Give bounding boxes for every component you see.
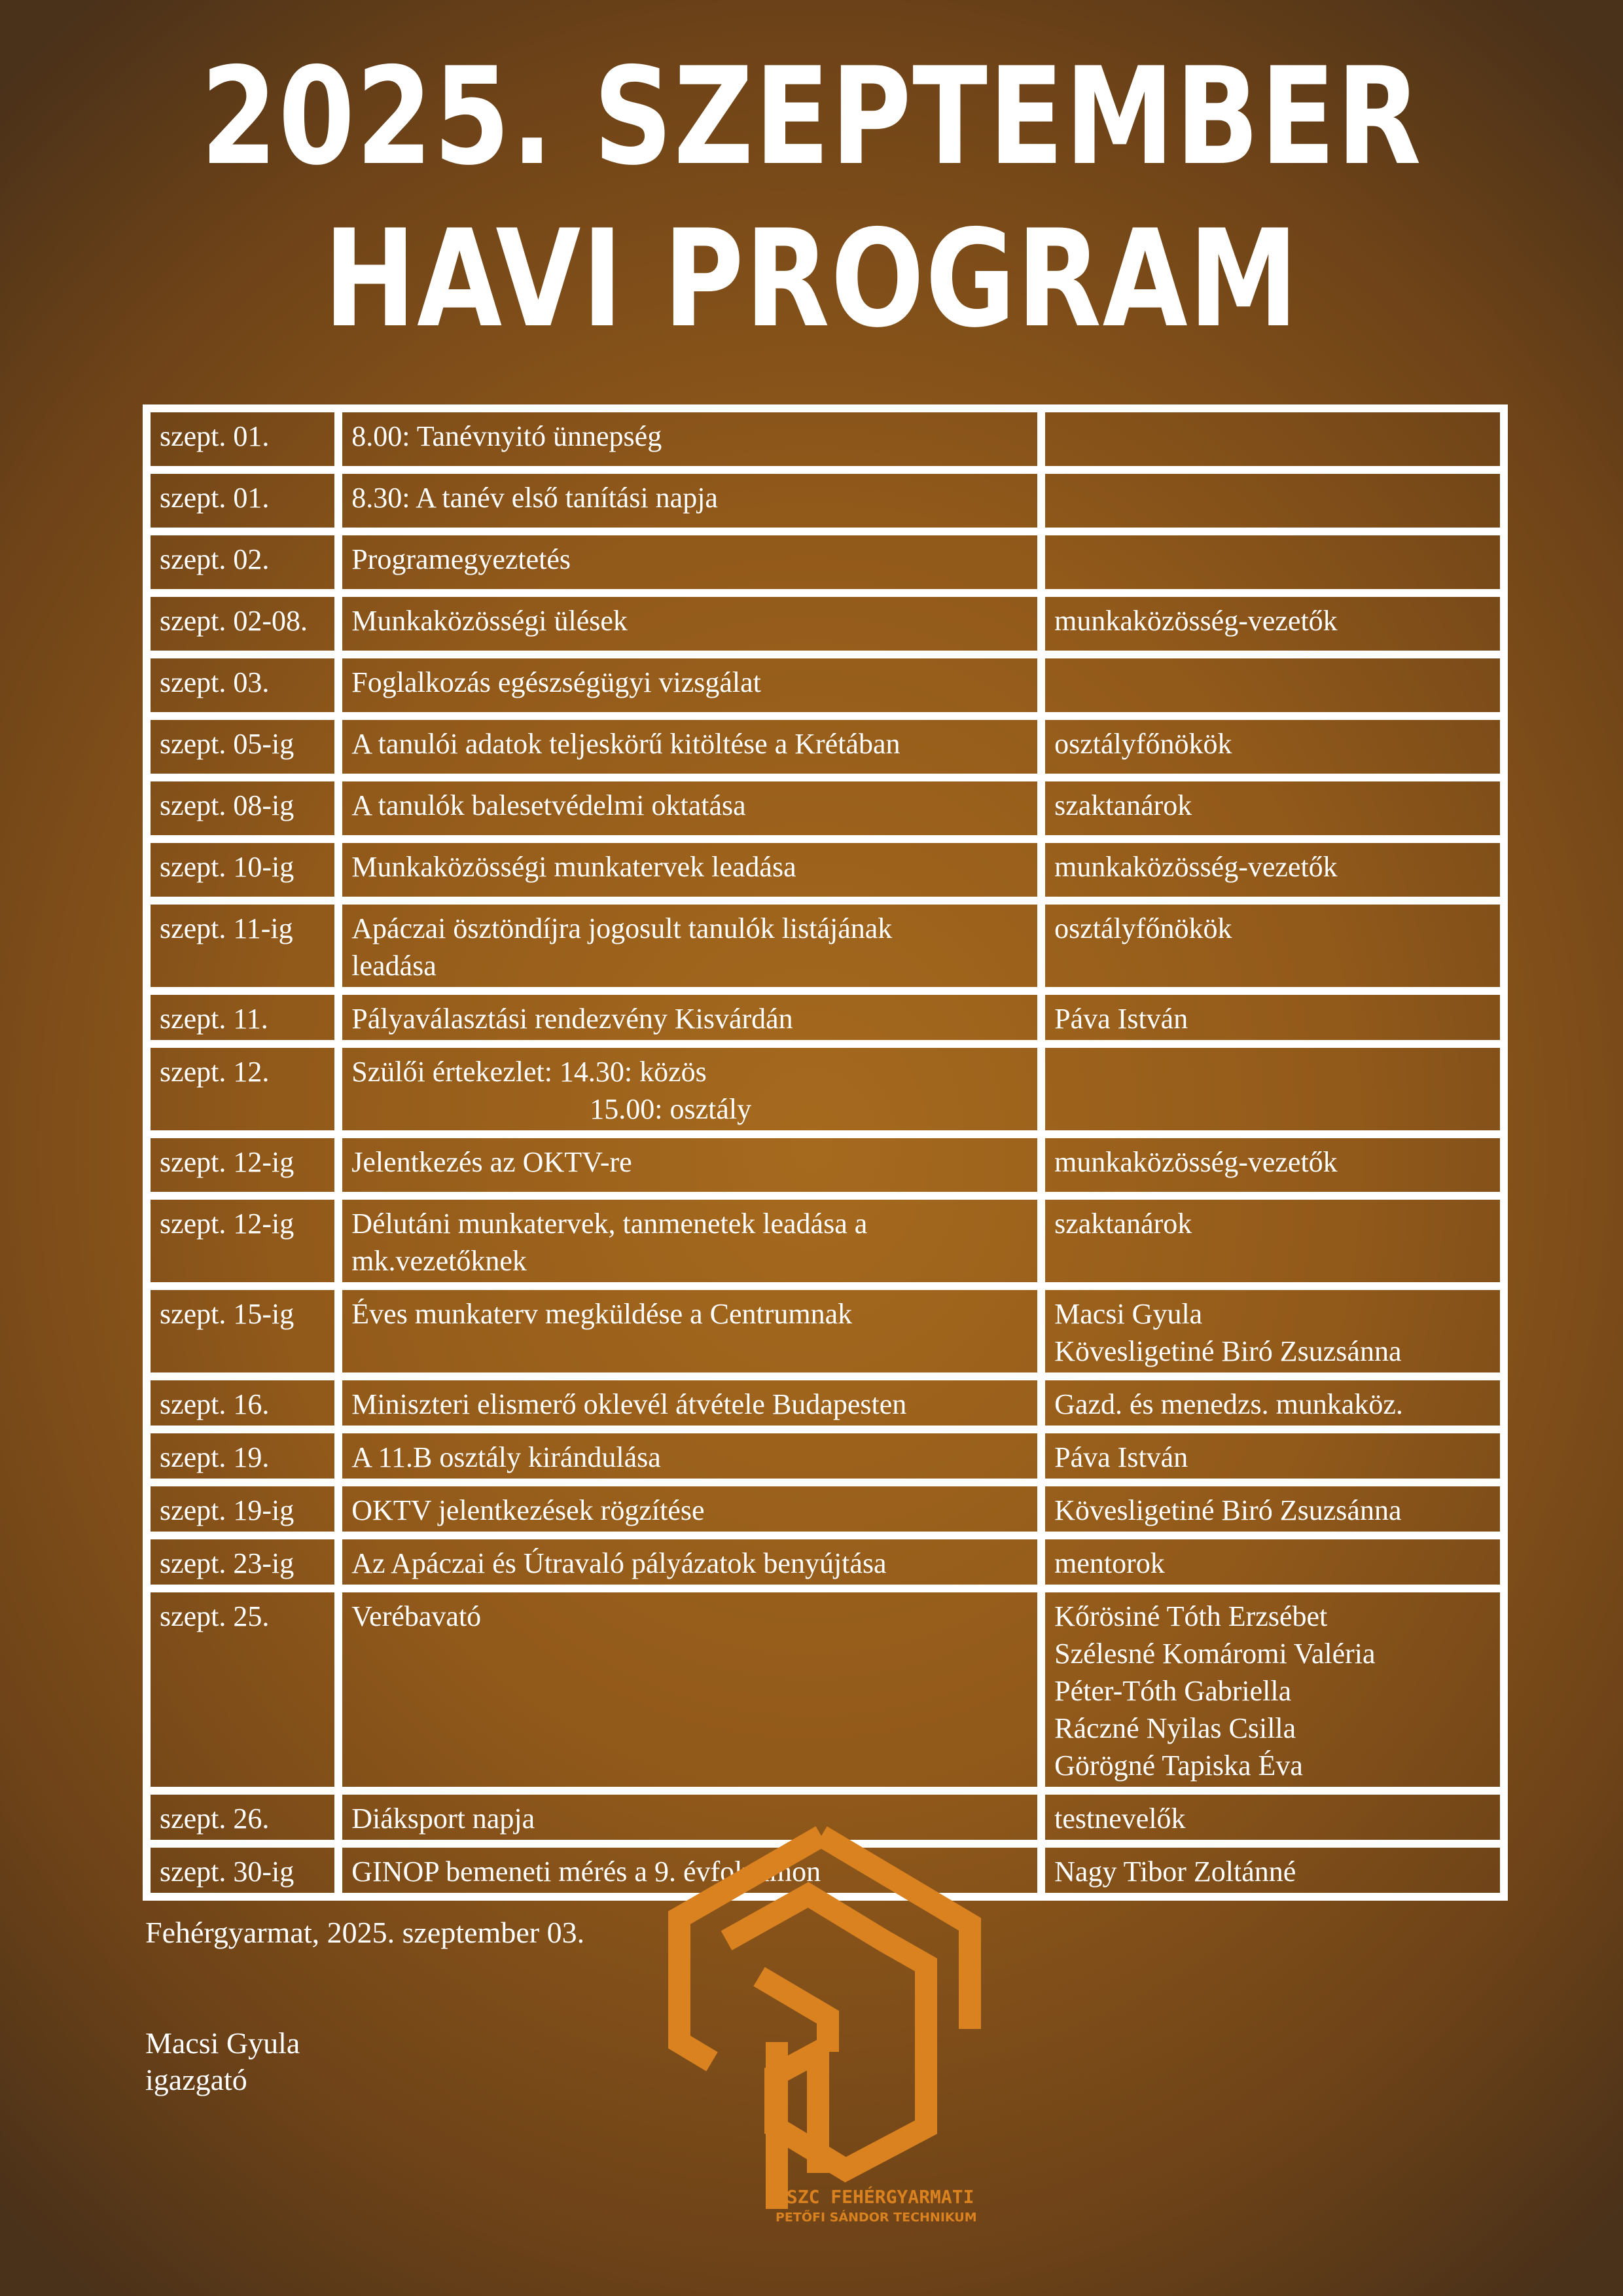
event-cell: Apáczai ösztöndíjra jogosult tanulók listájának leadása [338, 901, 1041, 991]
event-cell: Verébavató [338, 1588, 1041, 1791]
date-cell: szept. 12-ig [147, 1134, 338, 1196]
date-cell: szept. 16. [147, 1376, 338, 1429]
event-cell: Miniszteri elismerő oklevél átvétele Budapesten [338, 1376, 1041, 1429]
date-cell: szept. 11-ig [147, 901, 338, 991]
date-cell: szept. 12-ig [147, 1196, 338, 1286]
responsible-cell: munkaközösség-vezetők [1041, 593, 1504, 655]
date-cell: szept. 01. [147, 470, 338, 531]
date-cell: szept. 30-ig [147, 1844, 338, 1897]
event-cell: OKTV jelentkezések rögzítése [338, 1482, 1041, 1535]
responsible-cell: osztályfőnökök [1041, 716, 1504, 778]
event-cell: GINOP bemeneti mérés a 9. évfolyamon [338, 1844, 1041, 1897]
place-date: Fehérgyarmat, 2025. szeptember 03. [145, 1916, 585, 1949]
date-cell: szept. 12. [147, 1044, 338, 1134]
responsible-cell: Páva István [1041, 991, 1504, 1044]
event-cell: Foglalkozás egészségügyi vizsgálat [338, 655, 1041, 716]
date-cell: szept. 23-ig [147, 1535, 338, 1588]
date-cell: szept. 08-ig [147, 778, 338, 839]
event-cell: Éves munkaterv megküldése a Centrumnak [338, 1286, 1041, 1376]
event-cell: Az Apáczai és Útravaló pályázatok benyújtása [338, 1535, 1041, 1588]
event-cell: Pályaválasztási rendezvény Kisvárdán [338, 991, 1041, 1044]
responsible-cell: Kövesligetiné Biró Zsuzsánna [1041, 1482, 1504, 1535]
logo-text-line-2: PETŐFI SÁNDOR TECHNIKUM [776, 2210, 977, 2225]
responsible-cell: szaktanárok [1041, 1196, 1504, 1286]
table-row [147, 1482, 1504, 1535]
table-row [147, 1429, 1504, 1482]
page-title [146, 36, 1477, 361]
responsible-cell: Gazd. és menedzs. munkaköz. [1041, 1376, 1504, 1429]
responsible-cell: Páva István [1041, 1429, 1504, 1482]
responsible-cell: Macsi Gyula Kövesligetiné Biró Zsuzsánna [1041, 1286, 1504, 1376]
table-row [147, 655, 1504, 716]
event-cell: A 11.B osztály kirándulása [338, 1429, 1041, 1482]
table-row [147, 1588, 1504, 1791]
table-row [147, 1196, 1504, 1286]
event-cell [338, 1044, 1041, 1134]
event-cell: Munkaközösségi munkatervek leadása [338, 839, 1041, 901]
title-line-1: 2025. SZEPTEMBER [200, 39, 1423, 195]
date-cell: szept. 10-ig [147, 839, 338, 901]
responsible-cell: munkaközösség-vezetők [1041, 839, 1504, 901]
date-cell: szept. 03. [147, 655, 338, 716]
responsible-cell [1041, 531, 1504, 593]
responsible-cell: munkaközösség-vezetők [1041, 1134, 1504, 1196]
responsible-cell: osztályfőnökök [1041, 901, 1504, 991]
logo-text-line-1: KSZC FEHÉRGYARMATI [776, 2186, 974, 2208]
date-cell: szept. 02. [147, 531, 338, 593]
responsible-cell: szaktanárok [1041, 778, 1504, 839]
event-cell: Délutáni munkatervek, tanmenetek leadása a mk.vezetőknek [338, 1196, 1041, 1286]
table-row [147, 716, 1504, 778]
table-row [147, 1535, 1504, 1588]
event-cell: 8.00: Tanévnyitó ünnepség [338, 408, 1041, 470]
event-cell: Munkaközösségi ülések [338, 593, 1041, 655]
date-cell: szept. 01. [147, 408, 338, 470]
event-cell: Diáksport napja [338, 1791, 1041, 1844]
responsible-cell: mentorok [1041, 1535, 1504, 1588]
date-cell: szept. 19. [147, 1429, 338, 1482]
date-cell: szept. 26. [147, 1791, 338, 1844]
table-row [147, 593, 1504, 655]
table-row [147, 839, 1504, 901]
responsible-cell [1041, 1044, 1504, 1134]
responsible-cell [1041, 408, 1504, 470]
table-row [147, 1376, 1504, 1429]
responsible-cell: testnevelők [1041, 1791, 1504, 1844]
table-row [147, 470, 1504, 531]
table-row [147, 778, 1504, 839]
table-row [147, 1286, 1504, 1376]
event-cell: 8.30: A tanév első tanítási napja [338, 470, 1041, 531]
signer-name: Macsi Gyula [145, 2026, 300, 2060]
table-row [147, 531, 1504, 593]
program-table [143, 404, 1508, 1901]
table-row [147, 1134, 1504, 1196]
responsible-cell: Kőrösiné Tóth Erzsébet Szélesné Komáromi Valéria Péter-Tóth Gabriella Ráczné Nyilas Csilla Görögné Tapiska Éva [1041, 1588, 1504, 1791]
event-cell: A tanulói adatok teljeskörű kitöltése a Krétában [338, 716, 1041, 778]
table-row [147, 901, 1504, 991]
table-row [147, 408, 1504, 470]
event-line-2: 15.00: osztály [590, 1093, 752, 1125]
responsible-cell [1041, 655, 1504, 716]
date-cell: szept. 25. [147, 1588, 338, 1791]
table-row [147, 991, 1504, 1044]
event-cell: Jelentkezés az OKTV-re [338, 1134, 1041, 1196]
date-cell: szept. 19-ig [147, 1482, 338, 1535]
date-cell: szept. 02-08. [147, 593, 338, 655]
signature-block [145, 2025, 300, 2098]
responsible-cell: Nagy Tibor Zoltánné [1041, 1844, 1504, 1897]
school-logo [661, 1826, 988, 2232]
responsible-cell [1041, 470, 1504, 531]
event-cell: Programegyeztetés [338, 531, 1041, 593]
title-line-2: HAVI PROGRAM [323, 202, 1300, 357]
date-cell: szept. 05-ig [147, 716, 338, 778]
signer-title: igazgató [145, 2063, 247, 2096]
date-cell: szept. 11. [147, 991, 338, 1044]
event-cell: A tanulók balesetvédelmi oktatása [338, 778, 1041, 839]
table-row [147, 1044, 1504, 1134]
event-line-1: Szülői értekezlet: 14.30: közös [351, 1056, 707, 1088]
date-cell: szept. 15-ig [147, 1286, 338, 1376]
